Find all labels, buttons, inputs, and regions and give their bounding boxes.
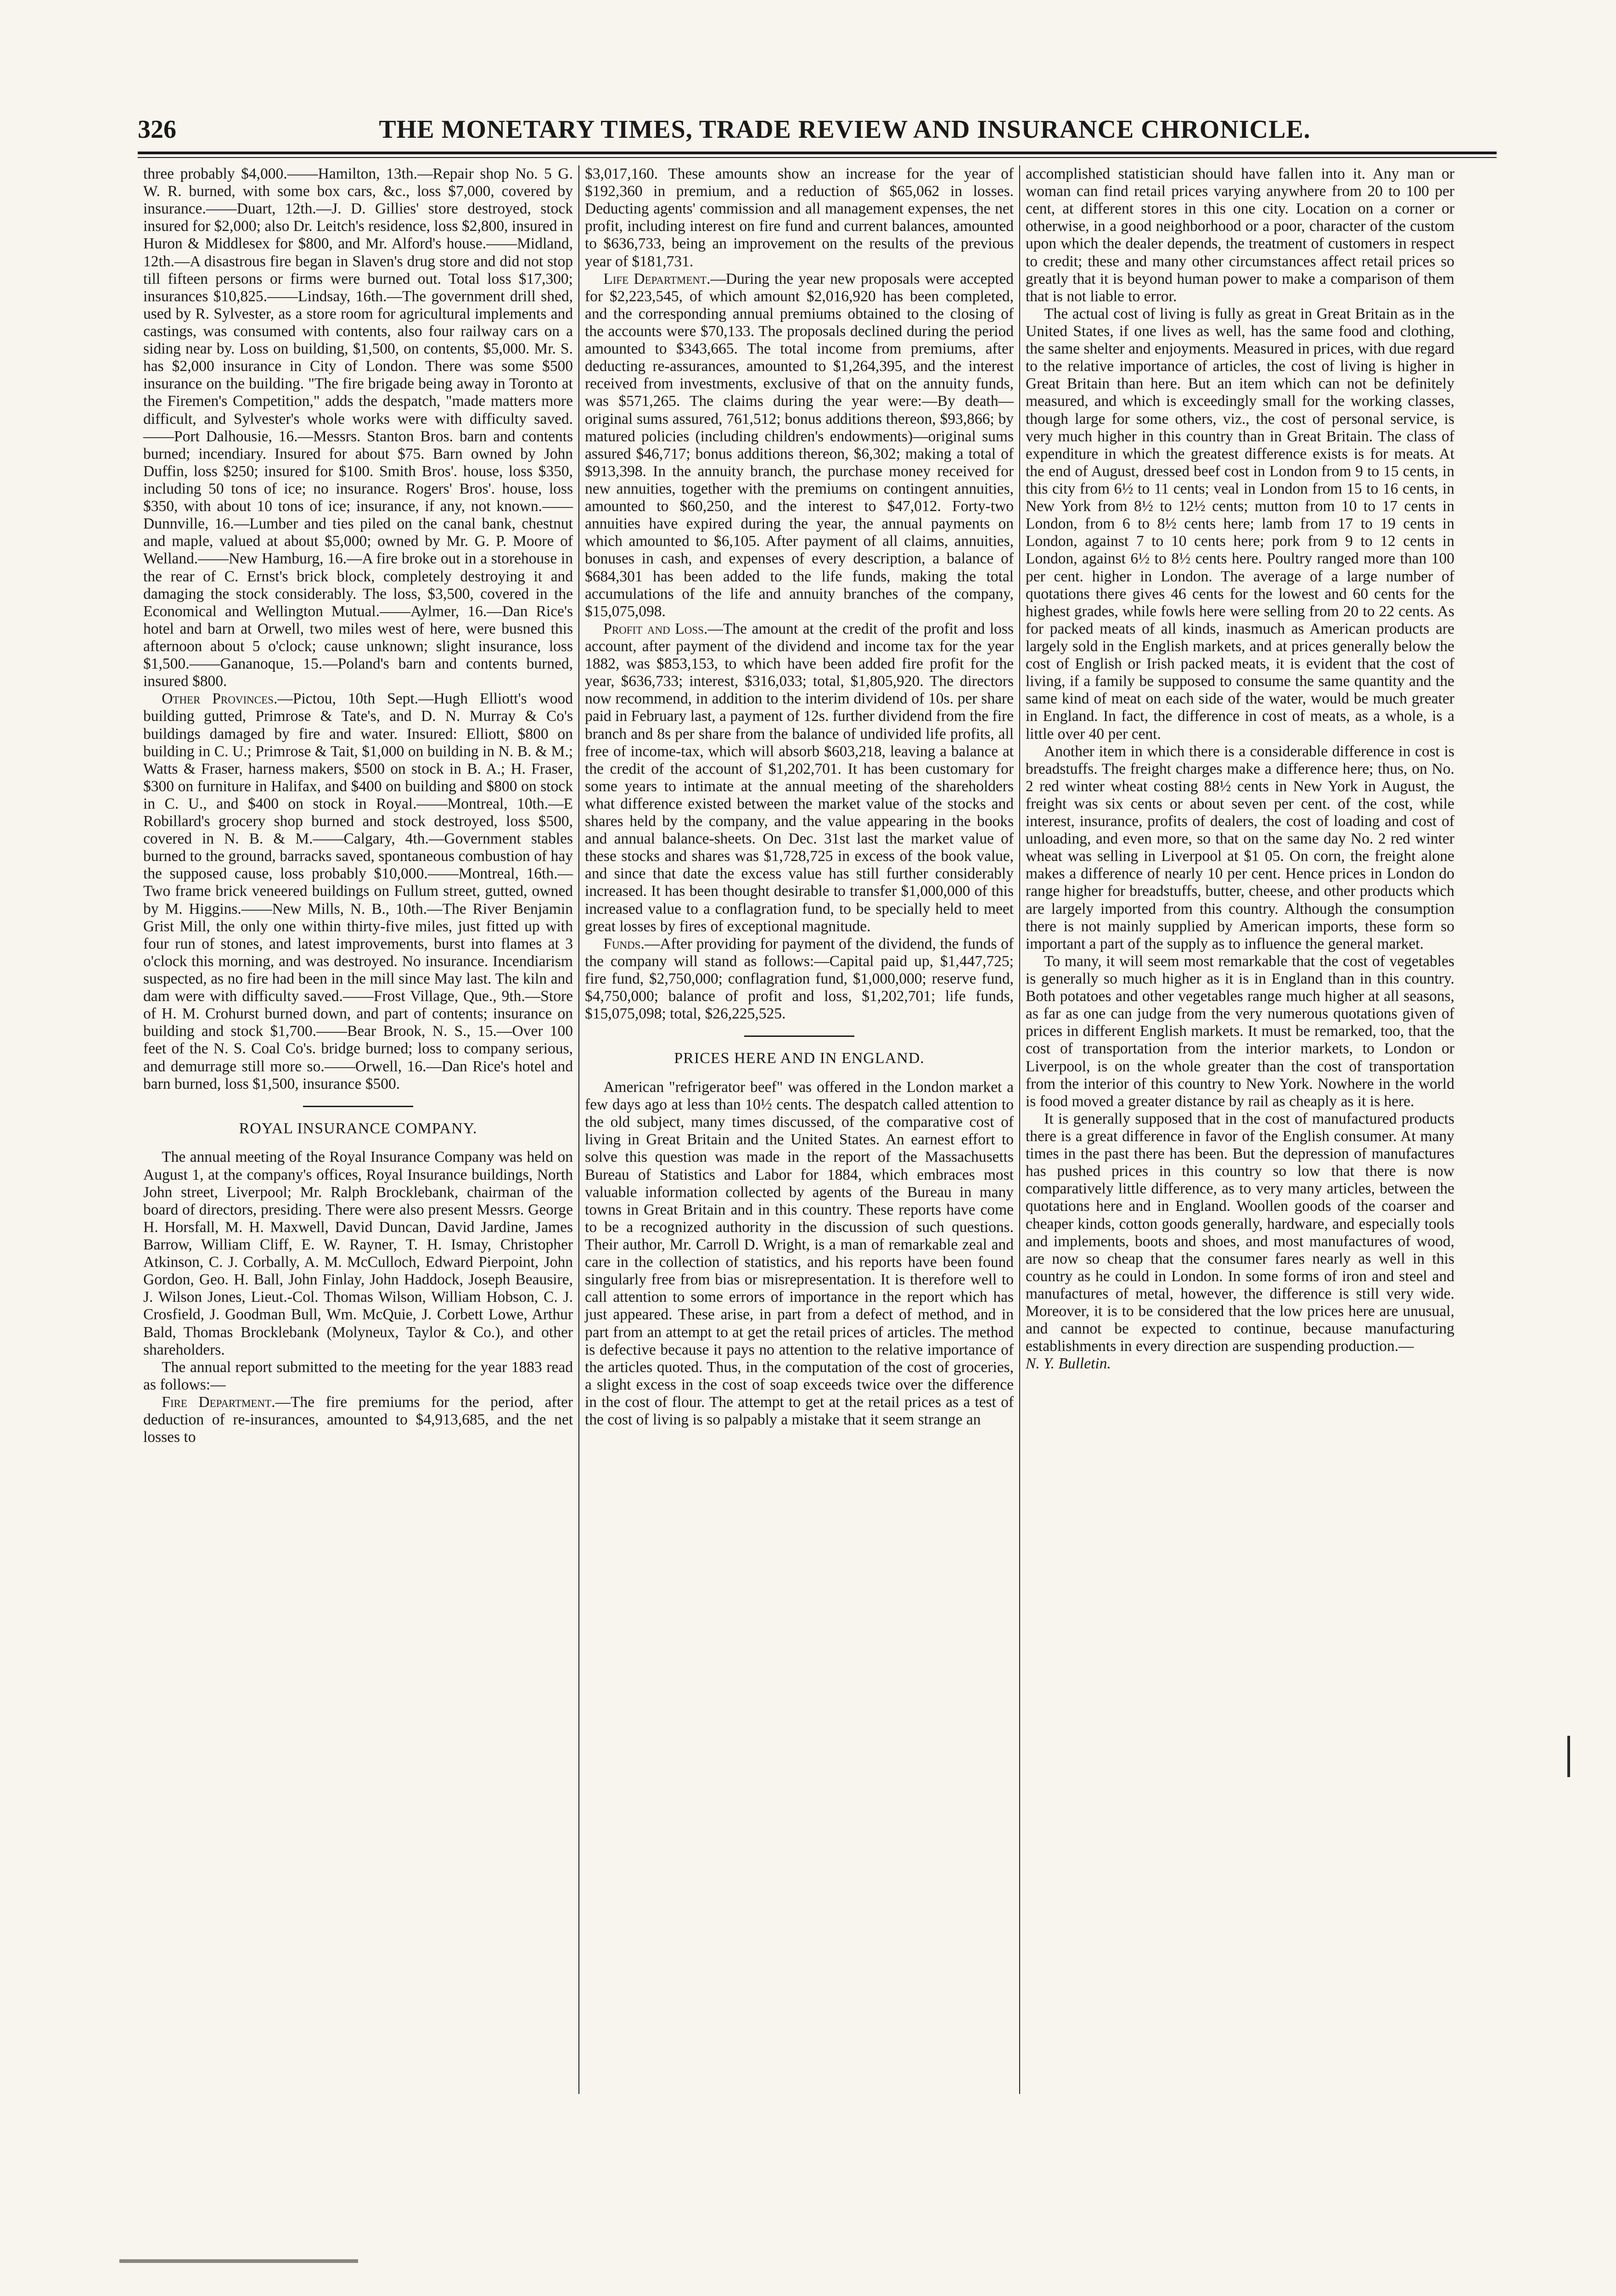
margin-mark	[1567, 1736, 1570, 1777]
paragraph-lead: Life Department.	[603, 270, 711, 287]
funds-paragraph	[585, 935, 1014, 1023]
paragraph-body: —During the year new proposals were accepted for $2,223,545, of which amount $2,016,920 has been completed, and the corresponding annual premiums obtained to the closing of the accounts were $70,133. The proposals declined during the period amounted to $343,665. The total income from premiums, after deducting re-assurances, amounted to $1,264,395, and the interest received from investments, exclusive of that on the annuity funds, was $571,265. The claims during the year were:—By death—original sums assured, 761,512; bonus additions thereon, $93,866; by matured policies (including children's endowments)—original sums assured $46,717; bonus additions thereon, $6,302; making a total of $913,398. In the annuity branch, the purchase money received for new annuities, together with the premiums on contingent annuities, amounted to $60,250, and the interest to $47,012. Forty-two annuities have expired during the year, the annual payments on which amounted to $6,105. After payment of all claims, annuities, bonuses in cash, and expenses of every description, a balance of $684,301 has been added to the life funds, making the total accumulations of the life and annuity branches of the company, $15,075,098.	[585, 270, 1014, 620]
section-divider	[303, 1106, 413, 1107]
paragraph-lead: Profit and Loss.	[603, 620, 708, 637]
royal-meeting-paragraph: The annual meeting of the Royal Insurance Company was held on August 1, at the company's offices, Royal Insurance buildings, North John street, Liverpool; Mr. Ralph Brocklebank, chairman of the board of directors, presiding. There were also present Messrs. George H. Horsfall, M. H. Maxwell, David Duncan, David Jardine, James Barrow, William Cliff, E. W. Rayner, T. H. Ismay, Christopher Atkinson, C. J. Corbally, A. M. McCulloch, Edward Pierpoint, John Gordon, Geo. H. Ball, John Finlay, John Haddock, Joseph Beausire, J. Wilson Jones, Lieut.-Col. Thomas Wilson, William Hobson, C. J. Crosfield, J. Goodman Bull, Wm. McQuie, J. Corbett Lowe, Arthur Bald, Thomas Brocklebank (Molyneux, Taylor & Co.), and other shareholders.	[143, 1148, 573, 1358]
paragraph-lead: Other Provinces.	[162, 690, 278, 708]
scan-artifact	[119, 2259, 358, 2263]
prices-intro-paragraph: American "refrigerator beef" was offered in the London market a few days ago at less than 10½ cents. The despatch called attention to the old subject, many times discussed, of the comparative cost of living in Great Britain and the United States. An earnest effort to solve this question was made in the report of the Massachusetts Bureau of Statistics and Labor for 1884, which embraces most valuable information collected by agents of the Bureau in many towns in Great Britain and in this country. These reports have come to be a recognized authority in the discussion of such questions. Their author, Mr. Carroll D. Wright, is a man of remarkable zeal and care in the collection of statistics, and his reports have been found singularly free from bias or misrepresentation. It is therefore well to call attention to some errors of importance in the report which has just appeared. These arise, in part from a defect of method, and in part from an attempt to at get the retail prices of articles. The method is defective because it pays no attention to the relative importance of the articles quoted. Thus, in the computation of the cost of groceries, a slight excess in the cost of soap exceeds twice over the difference in the cost of flour. The attempt to get at the retail prices as a test of the cost of living is so palpably a mistake that it seem strange an	[585, 1079, 1014, 1429]
profit-loss-paragraph	[585, 620, 1014, 935]
paragraph-body: —After providing for payment of the dividend, the funds of the company will stand as follows:—Capital paid up, $1,447,725; fire fund, $2,750,000; conflagration fund, $1,000,000; reserve fund, $4,750,000; balance of profit and loss, $1,202,701; life funds, $15,075,098; total, $26,225,525.	[585, 935, 1014, 1023]
prices-continued-paragraph: accomplished statistician should have fallen into it. Any man or woman can find retail prices varying anywhere from 20 to 100 per cent, at different stores in this one city. Location on a corner or otherwise, in a good neighborhood or a poor, character of the custom upon which the dealer depends, the treatment of customers in respect to credit; these and many other circumstances affect retail prices so greatly that it is beyond human power to make a comparison of them that is not liable to error.	[1026, 165, 1454, 305]
paragraph-lead: Fire Department.	[162, 1394, 275, 1411]
column-1	[138, 165, 578, 2094]
other-provinces-paragraph	[143, 690, 573, 1093]
header-rule-thin	[138, 157, 1497, 158]
breadstuffs-paragraph: Another item in which there is a considerable difference in cost is breadstuffs. The freight charges make a difference here; thus, on No. 2 red winter wheat costing 88½ cents in New York in August, the freight was six cents or about seven per cent. of the cost, while interest, insurance, profits of dealers, the cost of loading and cost of unloading, and even more, so that on the same day No. 2 red winter wheat was selling in Liverpool at $1 05. On corn, the freight alone makes a difference of nearly 10 per cent. Hence prices in London do range higher for breadstuffs, butter, cheese, and other products which are largely imported from this country. Although the consumption there is not mainly supplied by American imports, these form so important a part of the supply as to influence the general market.	[1026, 743, 1454, 952]
section-title-royal-insurance: ROYAL INSURANCE COMPANY.	[239, 1120, 477, 1137]
cost-of-living-paragraph: The actual cost of living is fully as great in Great Britain as in the United States, if one lives as well, has the same food and clothing, the same shelter and enjoyments. Measured in prices, with due regard to the relative importance of articles, the cost of living is higher in Great Britain than here. But an item which can not be definitely measured, and which is exceedingly small for the working classes, though large for some others, viz., the cost of personal service, is very much higher in this country than in Great Britain. The class of expenditure in which the greatest difference exists is for meats. At the end of August, dressed beef cost in London from 9 to 15 cents, in this city from 6½ to 11 cents; veal in London from 15 to 16 cents, in New York from 8½ to 12½ cents; mutton from 10 to 17 cents in London, from 6 to 8½ cents here; lamb from 17 to 19 cents in London, against 7 to 10 cents here; pork from 9 to 12 cents in London, against 6½ to 8½ cents here. Poultry ranged more than 100 per cent. higher in London. The average of a large number of quotations there gives 46 cents for the lowest and 60 cents for the highest grades, while fowls here were selling from 20 to 22 cents. As for packed meats of all kinds, inasmuch as American products are largely sold in the English markets, and at prices generally below the cost of English or Irish packed meats, it is evident that the cost of living, if a family be supposed to consume the same quantity and the same kind of meat on each side of the water, would be much greater in England. In fact, the difference in cost of meats, as a whole, is a little over 40 per cent.	[1026, 305, 1454, 743]
page-header	[138, 115, 1497, 152]
manufactures-paragraph: It is generally supposed that in the cost of manufactured products there is a great difference in favor of the English consumer. At many times in the past there has been. But the depression of manufactures has pushed prices in this country so low that there is now comparatively little difference, as to very many articles, between the quotations here and in England. Woollen goods of the coarser and cheaper kinds, cotton goods generally, hardware, and especially tools and implements, boots and shoes, and most manufactures of wood, are now so cheap that the consumer fares nearly as well in this country as he could in London. In some forms of iron and steel and manufactures of metal, however, the difference is still very wide. Moreover, it is to be considered that the low prices here are unusual, and cannot be expected to continue, because manufacturing establishments in every direction are suspending production.—	[1026, 1110, 1454, 1355]
page-number: 326	[138, 115, 176, 144]
paragraph-body: —Pictou, 10th Sept.—Hugh Elliott's wood building gutted, Primrose & Tate's, and D. N. Murray & Co's buildings damaged by fire and water. Insured: Elliott, $800 on building in C. U.; Primrose & Tait, $1,000 on building in N. B. & M.; Watts & Fraser, harness makers, $500 on stock in B. A.; H. Fraser, $300 on furniture in Halifax, and $400 on building and $800 on stock in C. U., and $400 on stock in Royal.——Montreal, 10th.—E Robillard's grocery shop burned and stock destroyed, loss $500, covered in N. B. & M.——Calgary, 4th.—Government stables burned to the ground, barracks saved, spontaneous combustion of hay the supposed cause, loss probably $10,000.——Montreal, 16th.—Two frame brick veneered buildings on Fullum street, gutted, owned by M. Higgins.——New Mills, N. B., 10th.—The River Benjamin Grist Mill, the only one within thirty-five miles, just fitted up with four run of stones, and latest improvements, burst into flames at 3 o'clock this morning, and was destroyed. No insurance. Incendiarism suspected, as no fire had been in the mill since May last. The kiln and dam were with difficulty saved.——Frost Village, Que., 9th.—Store of H. M. Crohurst burned down, and part of contents; insurance on building and stock $1,700.——Bear Brook, N. S., 15.—Over 100 feet of the N. S. Coal Co's. bridge burned; loss to company serious, and demurrage still more so.——Orwell, 16.—Dan Rice's hotel and barn burned, loss $1,500, insurance $500.	[143, 690, 573, 1092]
paragraph-body: —The fire premiums for the period, after deduction of re-insurances, amounted to $4,913,685, and the net losses to	[143, 1394, 573, 1446]
fire-results-paragraph: $3,017,160. These amounts show an increase for the year of $192,360 in premium, and a reduction of $65,062 in losses. Deducting agents' commission and all management expenses, the net profit, including interest on fire fund and current balances, amounted to $636,733, being an improvement on the results of the previous year of $181,731.	[585, 165, 1014, 270]
header-rule-thick	[138, 152, 1497, 154]
paragraph-lead: Funds.	[603, 935, 645, 952]
source-signature	[1026, 1355, 1454, 1373]
section-title-prices: PRICES HERE AND IN ENGLAND.	[674, 1050, 925, 1067]
running-head: THE MONETARY TIMES, TRADE REVIEW AND INSURANCE CHRONICLE.	[379, 115, 1311, 144]
paragraph-body: —The amount at the credit of the profit and loss account, after payment of the dividend and income tax for the year 1882, was $853,153, to which have been added fire profit for the year, $636,733; interest, $316,033; total, $1,805,920. The directors now recommend, in addition to the interim dividend of 10s. per share paid in February last, a payment of 12s. further dividend from the fire branch and 8s per share from the balance of undivided life profits, all free of income-tax, which will absorb $603,218, leaving a balance at the credit of the account of $1,202,701. It has been customary for some years to intimate at the annual meeting of the shareholders what difference existed between the market value of the stocks and shares held by the company, and the value appearing in the books and annual balance-sheets. On Dec. 31st last the market value of these stocks and shares was $1,728,725 in excess of the book value, and since that date the excess value has still further considerably increased. It has been thought desirable to transfer $1,000,000 of this increased value to a conflagration fund, to be specially held to meet great losses by fires of exceptional magnitude.	[585, 620, 1014, 935]
fire-department-paragraph	[143, 1394, 573, 1446]
fire-report-paragraph: three probably $4,000.——Hamilton, 13th.—Repair shop No. 5 G. W. R. burned, with some box cars, &c., loss $7,000, covered by insurance.——Duart, 12th.—J. D. Gillies' store destroyed, stock insured for $2,000; also Dr. Leitch's residence, loss $2,800, insured in Huron & Middlesex for $800, and Mr. Alford's house.——Midland, 12th.—A disastrous fire began in Slaven's drug store and did not stop till fifteen persons or firms were burned out. Total loss $17,300; insurances $10,825.——Lindsay, 16th.—The government drill shed, used by R. Sylvester, as a store room for agricultural implements and castings, was consumed with contents, also four railway cars on a siding near by. Loss on building, $1,500, on contents, $5,000. Mr. S. has $2,000 insurance in City of London. There was some $500 insurance on the building. "The fire brigade being away in Toronto at the Firemen's Competition," adds the despatch, "made matters more difficult, and Sylvester's whole works were with difficulty saved.——Port Dalhousie, 16.—Messrs. Stanton Bros. barn and contents burned; incendiary. Insured for about $75. Barn owned by John Duffin, loss $250; insured for $100. Smith Bros'. house, loss $350, including 50 tons of ice; no insurance. Rogers' Bros'. house, loss $350, with about 10 tons of ice; insurance, if any, not known.——Dunnville, 16.—Lumber and ties piled on the canal bank, chestnut and maple, valued at about $5,000; owned by Mr. G. P. Moore of Welland.——New Hamburg, 16.—A fire broke out in a storehouse in the rear of C. Ernst's brick block, completely destroying it and damaging the stock considerably. The loss, $3,500, covered in the Economical and Wellington Mutual.——Aylmer, 16.—Dan Rice's hotel and barn at Orwell, two miles west of here, were busned this afternoon about 5 o'clock; cause unknown; slight insurance, loss $1,500.——Gananoque, 15.—Poland's barn and contents burned, insured $800.	[143, 165, 573, 690]
royal-report-intro: The annual report submitted to the meeting for the year 1883 read as follows:—	[143, 1358, 573, 1393]
article-columns	[138, 165, 1497, 2094]
life-department-paragraph	[585, 270, 1014, 620]
column-2	[578, 165, 1019, 2094]
section-divider	[744, 1035, 854, 1037]
newspaper-page	[138, 115, 1497, 2135]
column-3	[1019, 165, 1460, 2094]
signature-text: N. Y. Bulletin.	[1026, 1355, 1111, 1373]
vegetables-paragraph: To many, it will seem most remarkable that the cost of vegetables is generally so much higher as it is in England than in this country. Both potatoes and other vegetables range much higher at all seasons, as far as one can judge from the very numerous quotations given of prices in different English markets. It must be remarked, too, that the cost of transportation from the interior markets, to London or Liverpool, is on the whole greater than the cost of transportation from the interior of this country to New York. Nowhere in the world is food moved a greater distance by rail as cheaply as it is here.	[1026, 952, 1454, 1110]
